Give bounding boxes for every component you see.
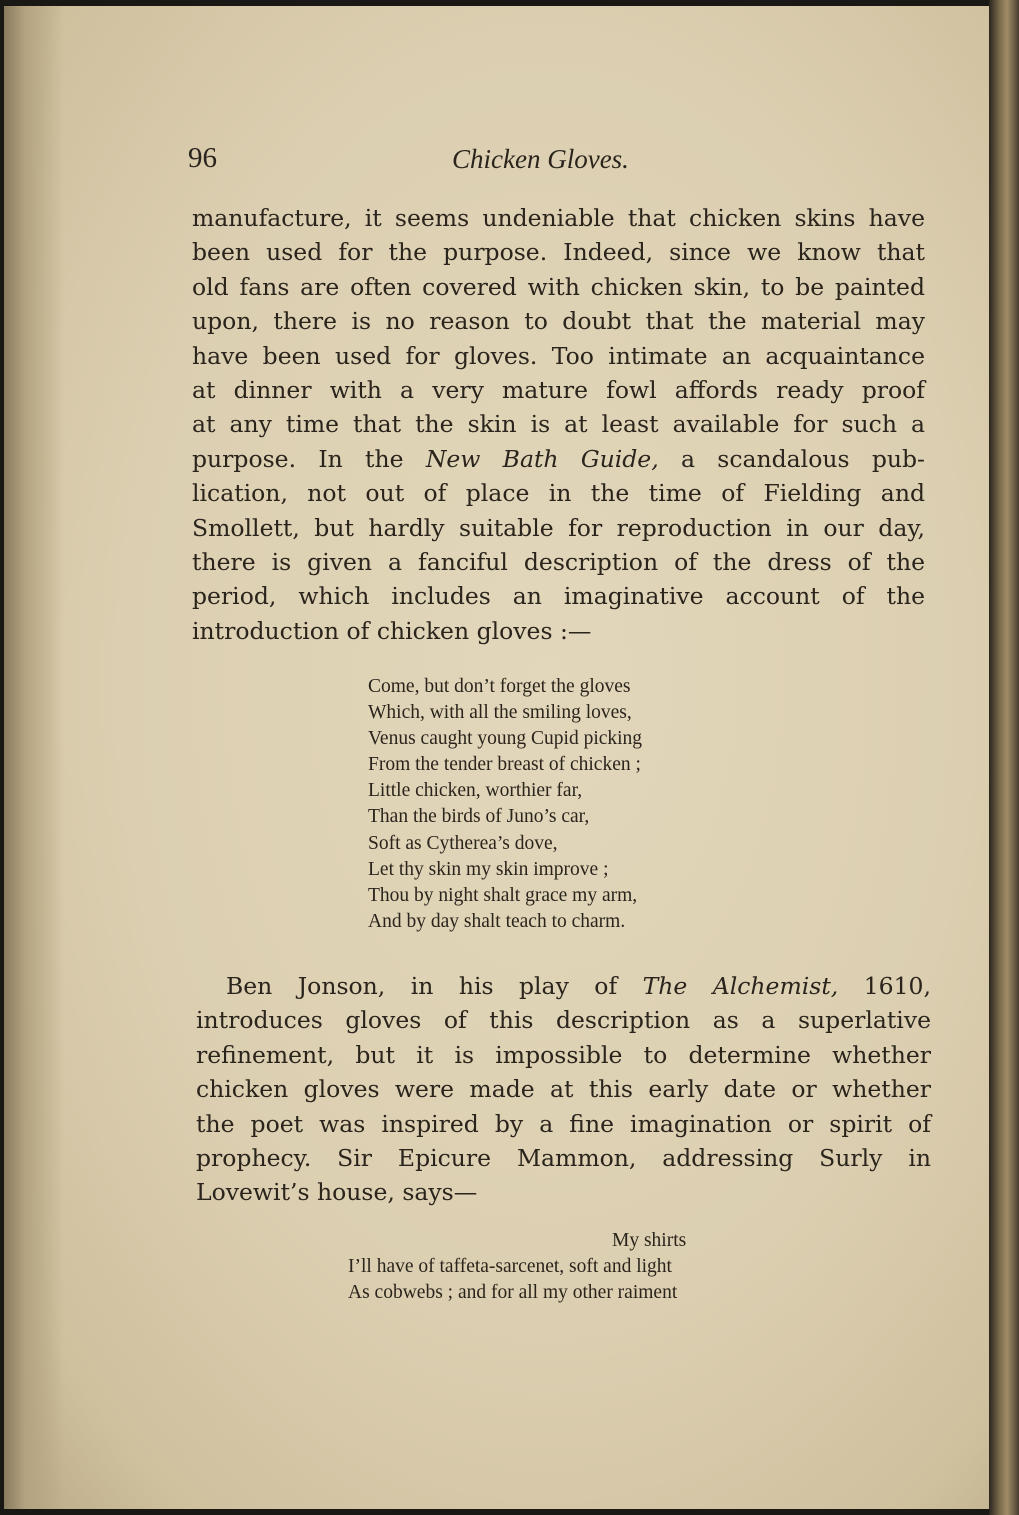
text-line: introduction of chicken gloves :— [192,616,592,645]
text-segment: a scandalous pub- [680,444,925,473]
text-line: the poet was inspired by a fine imagination or spirit of [196,1109,931,1138]
text-segment: 1610, [863,972,931,1000]
text-line: at dinner with a very mature fowl affords ready proof [192,375,925,404]
text-line: have been used for gloves. Too intimate an acquaintance [192,341,925,370]
text-segment: purpose. In the [192,444,404,473]
poem-line: Which, with all the smiling loves, [368,702,632,724]
text-line: at any time that the skin is at least available for such a [192,410,925,439]
poem-line: Let thy skin my skin improve ; [368,858,609,880]
text-line: there is given a fanciful description of the dress of the [192,547,925,576]
text-line-with-title [192,442,925,476]
text-line: introduces gloves of this description as a superlative [196,1006,931,1035]
poem-line: Come, but don’t forget the gloves [368,676,631,697]
play-title-the-alchemist: The Alchemist, [642,972,839,1000]
poem-block [368,674,728,935]
quotation-block [348,1228,768,1306]
text-segment: Ben Jonson, in his play of [226,972,618,1000]
poem-line: From the tender breast of chicken ; [368,754,641,776]
text-line: prophecy. Sir Epicure Mammon, addressing Surly in [196,1143,931,1172]
text-line: manufacture, it seems undeniable that chicken skins have [192,204,925,232]
text-line: refinement, but it is impossible to determine whether [196,1040,931,1069]
text-line: been used for the purpose. Indeed, since we know that [192,238,925,267]
paragraph-1 [192,201,925,648]
paragraph-2 [196,969,931,1210]
text-line: Smollett, but hardly suitable for reproduction in our day, [192,513,925,542]
text-line: Lovewit’s house, says— [196,1178,478,1207]
book-page [4,6,989,1509]
text-line: lication, not out of place in the time of Fielding and [192,479,925,508]
quote-line: My shirts [612,1230,687,1251]
page-number: 96 [188,142,217,174]
quote-line: As cobwebs ; and for all my other raiment [348,1282,678,1304]
running-title: Chicken Gloves. [452,144,629,174]
text-line: period, which includes an imaginative account of the [192,582,925,611]
page-gutter-edge [4,6,64,1509]
running-head [188,142,928,182]
text-line: upon, there is no reason to doubt that the material may [192,307,925,336]
text-line: old fans are often covered with chicken skin, to be painted [192,272,925,301]
text-line-with-title [196,969,931,1003]
quote-line: I’ll have of taffeta-sarcenet, soft and light [348,1256,672,1278]
poem-line: Thou by night shalt grace my arm, [368,884,638,906]
text-line: chicken gloves were made at this early date or whether [196,1075,931,1104]
poem-line: Soft as Cytherea’s dove, [368,832,558,854]
poem-line: Venus caught young Cupid picking [368,728,643,750]
book-title-new-bath-guide: New Bath Guide, [425,444,659,473]
next-page-edge [989,0,1019,1515]
poem-line: Little chicken, worthier far, [368,780,583,802]
poem-line: And by day shalt teach to charm. [368,910,626,932]
poem-line: Than the birds of Juno’s car, [368,806,590,828]
